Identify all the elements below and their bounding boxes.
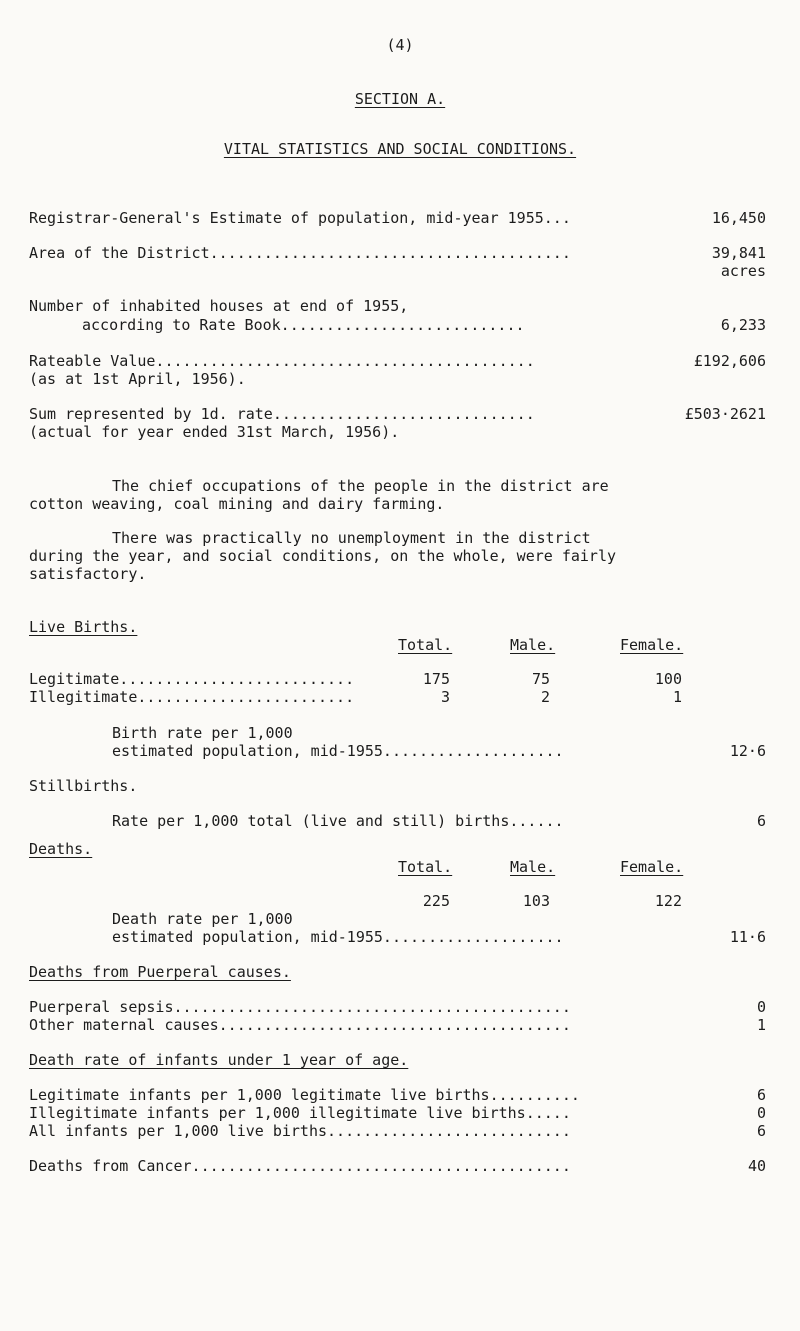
infants-heading: Death rate of infants under 1 year of age. [29, 1051, 409, 1069]
unemployment-line3: satisfactory. [29, 565, 147, 583]
houses-value: 6,233 [720, 316, 766, 334]
table-row-male: 75 [531, 670, 550, 688]
list-item-label: Puerperal sepsis............................................ [29, 998, 571, 1016]
live-births-col-male: Male. [510, 636, 556, 654]
death-rate-label-line2: estimated population, mid-1955.................... [112, 928, 564, 946]
birth-rate-label-line1: Birth rate per 1,000 [112, 724, 293, 742]
table-row-female: 1 [672, 688, 682, 706]
penny-rate-value: £503·2621 [684, 405, 766, 423]
table-row-female: 100 [654, 670, 682, 688]
list-item-label: Illegitimate infants per 1,000 illegitimate live births..... [29, 1104, 571, 1122]
table-row-label: Legitimate.......................... [29, 670, 355, 688]
rateable-label: Rateable Value.......................................... [29, 352, 535, 370]
list-item-value: 0 [756, 1104, 766, 1122]
unemployment-line1: There was practically no unemployment in the district [112, 529, 591, 547]
area-unit: acres [720, 262, 766, 280]
deaths-total: 225 [422, 892, 450, 910]
occupations-line1: The chief occupations of the people in the district are [112, 477, 609, 495]
list-item-label: All infants per 1,000 live births........................... [29, 1122, 571, 1140]
population-value: 16,450 [711, 209, 766, 227]
list-item-label: Other maternal causes....................................... [29, 1016, 571, 1034]
death-rate-value: 11·6 [729, 928, 766, 946]
houses-label-line2: according to Rate Book........................... [82, 316, 525, 334]
deaths-col-male: Male. [510, 858, 556, 876]
deaths-female: 122 [654, 892, 682, 910]
page-subtitle: VITAL STATISTICS AND SOCIAL CONDITIONS. [223, 140, 577, 158]
birth-rate-value: 12·6 [729, 742, 766, 760]
table-row-label: Illegitimate........................ [29, 688, 355, 706]
deaths-col-female: Female. [620, 858, 684, 876]
area-label: Area of the District........................................ [29, 244, 571, 262]
houses-label-line1: Number of inhabited houses at end of 1955, [29, 297, 409, 315]
deaths-heading: Deaths. [29, 840, 93, 858]
area-value: 39,841 [711, 244, 766, 262]
birth-rate-label-line2: estimated population, mid-1955.................... [112, 742, 564, 760]
stillbirths-heading: Stillbirths. [29, 777, 138, 795]
rateable-note: (as at 1st April, 1956). [29, 370, 246, 388]
list-item-label: Legitimate infants per 1,000 legitimate live births.......... [29, 1086, 580, 1104]
puerperal-heading: Deaths from Puerperal causes. [29, 963, 291, 981]
section-title: SECTION A. [354, 90, 446, 108]
list-item-value: 1 [756, 1016, 766, 1034]
rateable-value: £192,606 [693, 352, 766, 370]
deaths-male: 103 [522, 892, 550, 910]
list-item-value: 6 [756, 1086, 766, 1104]
death-rate-label-line1: Death rate per 1,000 [112, 910, 293, 928]
page-number: (4) [386, 36, 414, 54]
stillbirth-rate-label: Rate per 1,000 total (live and still) births...... [112, 812, 564, 830]
penny-rate-label: Sum represented by 1d. rate............................. [29, 405, 535, 423]
list-item-value: 0 [756, 998, 766, 1016]
occupations-line2: cotton weaving, coal mining and dairy farming. [29, 495, 445, 513]
table-row-male: 2 [540, 688, 550, 706]
table-row-total: 175 [422, 670, 450, 688]
penny-rate-note: (actual for year ended 31st March, 1956). [29, 423, 400, 441]
unemployment-line2: during the year, and social conditions, on the whole, were fairly [29, 547, 616, 565]
live-births-heading: Live Births. [29, 618, 138, 636]
population-label: Registrar-General's Estimate of population, mid-year 1955... [29, 209, 571, 227]
live-births-col-female: Female. [620, 636, 684, 654]
deaths-col-total: Total. [398, 858, 453, 876]
table-row-total: 3 [440, 688, 450, 706]
live-births-col-total: Total. [398, 636, 453, 654]
stillbirth-rate-value: 6 [756, 812, 766, 830]
cancer-value: 40 [747, 1157, 766, 1175]
cancer-label: Deaths from Cancer.......................................... [29, 1157, 571, 1175]
list-item-value: 6 [756, 1122, 766, 1140]
